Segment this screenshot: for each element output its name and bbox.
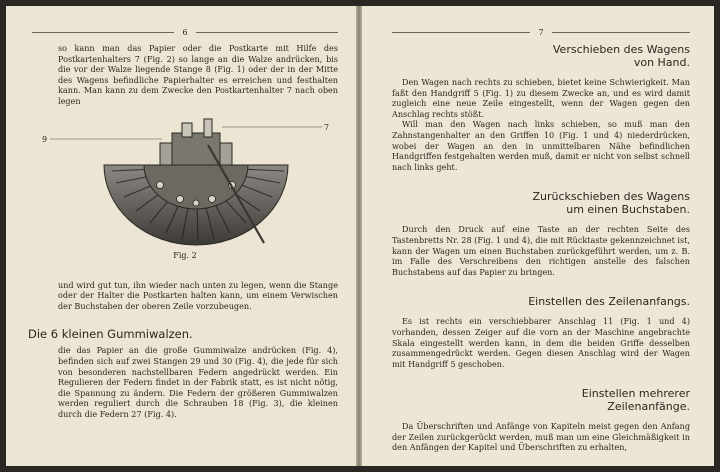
section-paragraph: Es ist rechts ein verschiebbarer Anschlag 11 (Fig. 1 und 4) vorhanden, dessen Zeiger auf die vorn an der Maschine angebrachte Skala eingestellt werden kann, in dem die beiden Griffe desselben zusammengedrückt werden. Gegen diesen Anschlag wird der Wagen mit Handgriff 5 geschoben. <box>392 316 690 369</box>
section-mehrere-zeilenanfaenge <box>392 387 690 453</box>
section-zeilenanfang <box>392 295 690 369</box>
section-heading: Einstellen des Zeilenanfangs. <box>528 295 690 309</box>
page-header <box>392 28 690 37</box>
section-wagen-hand <box>392 43 690 172</box>
figure-2 <box>32 115 338 247</box>
section-heading <box>392 190 690 216</box>
header-rule-left <box>392 32 530 33</box>
header-rule-right <box>552 32 690 33</box>
section-paragraph: Durch den Druck auf eine Taste an der rechten Seite des Tastenbretts Nr. 28 (Fig. 1 und 4), die mit Rücktaste gekennzeichnet ist, kann der Wagen um einen Buchstaben zurückgeführt werden, um z. B. im Falle des Verschreibens den richtigen anstelle des falschen Buchstabens auf das Papier zu bringen. <box>392 224 690 277</box>
header-rule-left <box>32 32 174 33</box>
section-heading: Die 6 kleinen Gummiwalzen. <box>28 327 193 342</box>
after-figure-paragraph: und wird gut tun, ihn wieder nach unten zu legen, wenn die Stange oder der Halter die Postkarten halten kann, um einem Verwischen der Buchstaben der oberen Zeile vorzubeugen. <box>58 279 338 311</box>
heading-line-1: Einstellen mehrerer <box>581 387 690 401</box>
page-number: 7 <box>538 28 544 37</box>
section-heading <box>392 387 690 413</box>
figure-caption: Fig. 2 <box>173 250 197 260</box>
section-zurueckschieben <box>392 190 690 277</box>
header-rule-right <box>196 32 338 33</box>
heading-line-2: um einen Buchstaben. <box>566 203 690 217</box>
typewriter-carriage-illustration <box>32 115 338 247</box>
section-paragraph: Da Überschriften und Anfänge von Kapiteln meist gegen den Anfang der Zeilen zurückgerückt werden, muß man um eine Gleichmäßigkeit in den Anfängen der Kapitel und Überschriften zu erhalten, <box>392 421 690 453</box>
heading-line-1: Verschieben des Wagens <box>552 43 690 56</box>
heading-line-1: Zurückschieben des Wagens <box>532 190 690 204</box>
heading-line-2: von Hand. <box>633 56 690 69</box>
intro-paragraph: so kann man das Papier oder die Postkarte mit Hilfe des Postkartenhalters 7 (Fig. 2) so lange an die Walze andrücken, bis die vor der Walze liegende Stange 8 (Fig. 1) oder der in der Mitte des Wagens befindliche Papierhalter es erreichen und festhalten kann. Man kann zu dem Zwecke den Postkartenhalter 7 nach oben legen <box>58 43 338 106</box>
page-number: 6 <box>182 28 188 37</box>
section-body: die das Papier an die große Gummiwalze andrücken (Fig. 4), befinden sich auf zwei Stangen 29 und 30 (Fig. 4), die jede für sich von besonderen nachstellbaren Federn angedrückt werden. Ein Regulieren der Federn findet in der Fabrik statt, es ist nicht nötig, die Spannung zu ändern. Die Federn der größeren Gummiwalzen werden reguliert durch die Schrauben 18 (Fig. 3), die kleinen durch die Federn 27 (Fig. 4). <box>58 345 338 419</box>
figure-label-left: 9 <box>42 134 48 144</box>
section-heading <box>392 43 690 69</box>
page-header <box>32 28 338 37</box>
heading-line-2: Zeilenanfänge. <box>607 400 690 414</box>
right-page <box>362 6 714 466</box>
section-paragraph: Will man den Wagen nach links schieben, so muß man den Zahnstangenhalter an den Griffen 10 (Fig. 1 und 4) niederdrücken, wobei der Wagen an den in unmittelbaren Nähe befindlichen Handgriffen festgehalten werden muß, damit er nicht von selbst schnell nach links geht. <box>392 119 690 172</box>
section-paragraph: Den Wagen nach rechts zu schieben, bietet keine Schwierigkeit. Man faßt den Handgriff 5 (Fig. 1) zu diesem Zwecke an, und es wird damit zugleich eine neue Zeile eingestellt, wenn der Wagen gegen den Anschlag rechts stößt. <box>392 77 690 119</box>
figure-label-right: 7 <box>324 122 330 132</box>
left-page <box>6 6 356 466</box>
